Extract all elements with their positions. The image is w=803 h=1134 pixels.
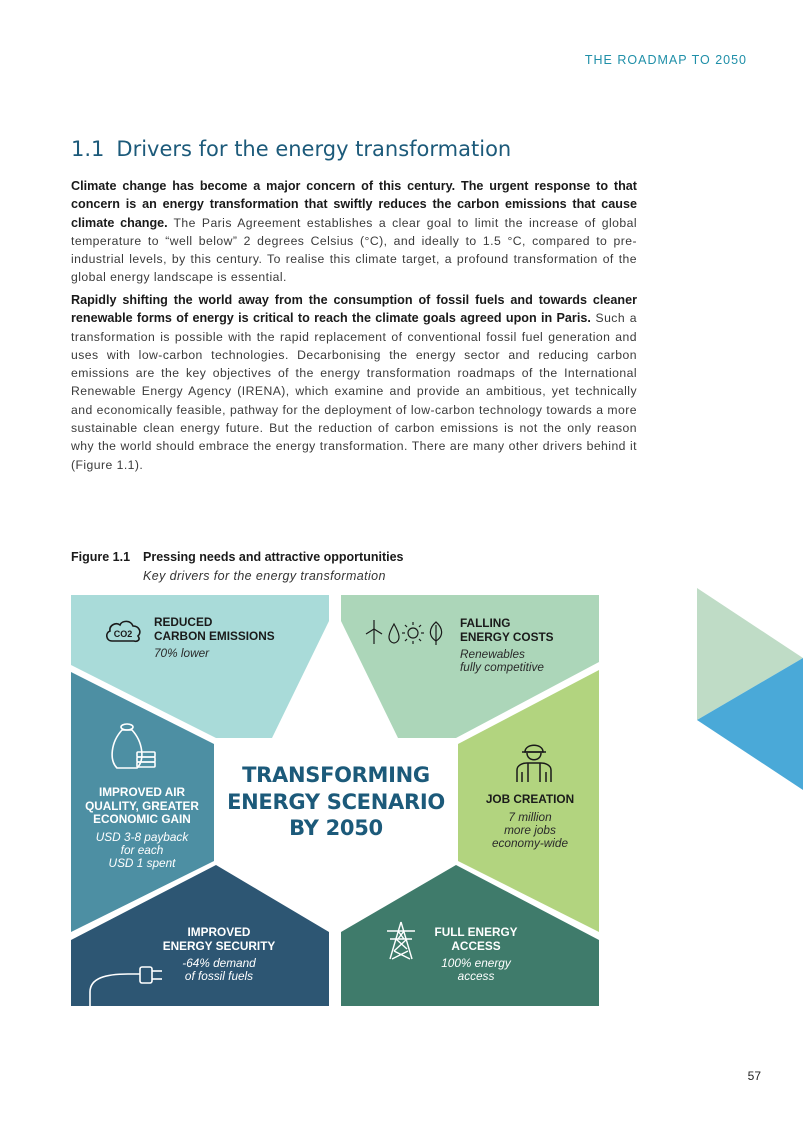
co2-label: CO2 bbox=[113, 629, 133, 639]
center-title bbox=[216, 762, 456, 842]
renewables-icons bbox=[363, 619, 449, 645]
money-bag-icon bbox=[107, 722, 159, 772]
label-reduced-carbon-emissions bbox=[154, 616, 275, 660]
wind-turbine-icon bbox=[366, 620, 382, 644]
jobs-detail-1: 7 million bbox=[508, 809, 552, 824]
center-title-line-3: BY 2050 bbox=[289, 816, 383, 840]
center-title-line-1: TRANSFORMING bbox=[242, 763, 430, 787]
air-head-1: IMPROVED AIR bbox=[98, 785, 186, 799]
carbon-head-1: REDUCED bbox=[154, 615, 213, 629]
section-title-text: Drivers for the energy transformation bbox=[116, 137, 512, 161]
label-falling-energy-costs bbox=[460, 617, 554, 675]
security-head-1: IMPROVED bbox=[187, 925, 251, 939]
paragraph-2-body: Such a transformation is possible with the rapid replacement of conventional fossil fuel generation and uses with low-carbon technologies. Decarbonising the energy sector and reducing carbon emissions are the key objectives of the energy transformation roadmaps of the International Renewable Energy Agency (IRENA), which examine and provide an ambitious, yet technically and economically feasible, pathway for the deployment of low-carbon technology towards a more sustainable clean energy future. But the reduction of carbon emissions is not the only reason why the world should embrace the energy transformation. There are many other drivers behind it (Figure 1.1). bbox=[71, 311, 637, 472]
leaf-icon bbox=[430, 622, 441, 645]
paragraph-2-lead: Rapidly shifting the world away from the consumption of fossil fuels and towards cleaner renewable forms of energy is critical to reach the climate goals agreed upon in Paris. bbox=[71, 293, 637, 326]
air-detail-2: for each bbox=[120, 842, 164, 857]
worker-icon bbox=[513, 738, 555, 784]
paragraph-1-lead: Climate change has become a major concern of this century. The urgent response to that concern is an energy transformation that swiftly reduces the carbon emissions that cause climate change. bbox=[71, 179, 637, 230]
center-title-line-2: ENERGY SCENARIO bbox=[227, 789, 445, 814]
access-head-2: ACCESS bbox=[451, 938, 501, 953]
jobs-detail bbox=[465, 811, 595, 851]
jobs-head-1: JOB CREATION bbox=[485, 792, 575, 806]
paragraph-1-body: The Paris Agreement establishes a clear goal to limit the increase of global temperature to “well below” 2 degrees Celsius (°C), and ideally to 1.5 °C, compared to pre-industrial levels, by this century. To realise this climate target, a profound transformation of the global energy landscape is essential. bbox=[71, 215, 637, 285]
water-drop-icon bbox=[389, 624, 399, 643]
access-detail-1: 100% energy bbox=[441, 956, 511, 970]
costs-detail bbox=[460, 648, 554, 675]
label-job-creation bbox=[465, 793, 595, 850]
running-head: THE ROADMAP TO 2050 bbox=[584, 53, 747, 67]
access-detail-2: access bbox=[457, 969, 495, 984]
security-head-2: ENERGY SECURITY bbox=[162, 938, 276, 953]
label-improved-air-quality bbox=[78, 786, 206, 870]
security-detail-2: of fossil fuels bbox=[184, 969, 254, 984]
costs-detail-2: fully competitive bbox=[460, 660, 544, 675]
jobs-detail-3: economy-wide bbox=[491, 836, 569, 851]
co2-cloud-icon bbox=[104, 617, 144, 645]
carbon-detail: 70% lower bbox=[154, 646, 210, 660]
security-detail-1: -64% demand bbox=[182, 956, 256, 970]
section-number: 1.1 bbox=[71, 137, 105, 161]
costs-head-2: ENERGY COSTS bbox=[460, 629, 554, 644]
figure-subtitle: Key drivers for the energy transformation bbox=[143, 569, 386, 583]
figure-label: Figure 1.1 bbox=[71, 550, 131, 564]
air-detail-1: USD 3-8 payback bbox=[95, 829, 189, 844]
air-head-3: ECONOMIC GAIN bbox=[93, 812, 191, 826]
costs-head-1: FALLING bbox=[460, 616, 511, 630]
carbon-head-2: CARBON EMISSIONS bbox=[154, 628, 275, 643]
access-detail bbox=[420, 957, 532, 984]
label-full-energy-access bbox=[420, 926, 532, 984]
air-detail bbox=[78, 831, 206, 871]
air-detail-3: USD 1 spent bbox=[108, 856, 176, 871]
sun-icon bbox=[402, 622, 424, 644]
access-head-1: FULL ENERGY bbox=[434, 925, 518, 939]
page-number: 57 bbox=[747, 1069, 761, 1083]
costs-detail-1: Renewables bbox=[460, 647, 525, 661]
security-detail bbox=[150, 957, 288, 984]
jobs-detail-2: more jobs bbox=[504, 822, 556, 837]
label-improved-energy-security bbox=[150, 926, 288, 984]
air-head-2: QUALITY, GREATER bbox=[85, 798, 199, 813]
figure-title: Pressing needs and attractive opportunities bbox=[143, 550, 404, 564]
power-pylon-icon bbox=[385, 921, 417, 961]
